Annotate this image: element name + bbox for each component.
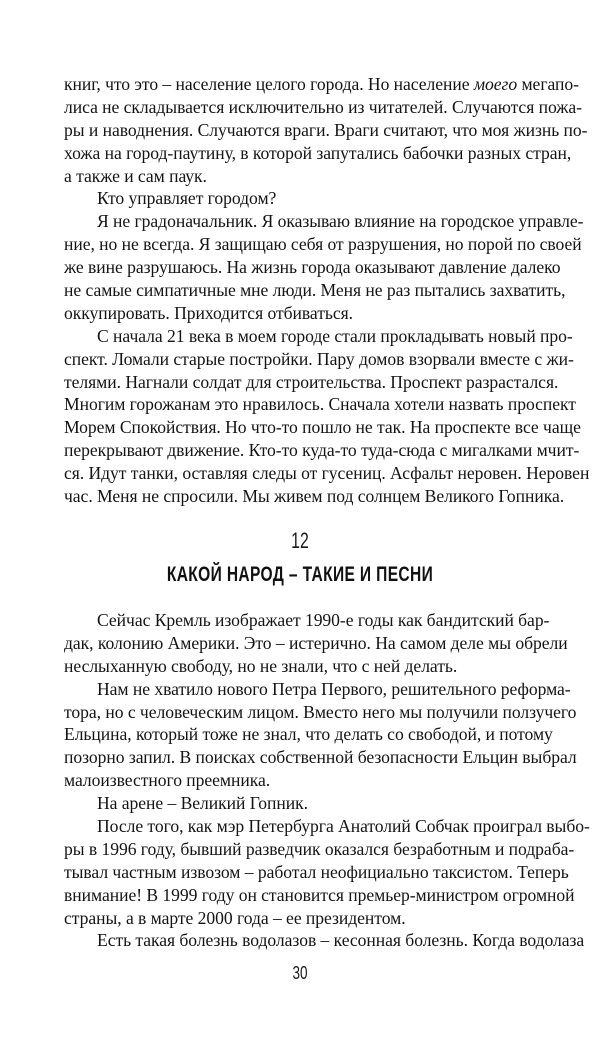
text-line: тора, но с человеческим лицом. Вместо него мы получили ползучего [64,701,577,722]
text-line: спект. Ломали старые постройки. Пару домов взорвали вместе с жи- [64,348,574,369]
text-line: же вине разрушаюсь. На жизнь города оказывают давление далеко [64,257,561,278]
text-line: ся. Идут танки, оставляя следы от гусениц. Асфальт неровен. Неровен [64,463,590,484]
chapter-number: 12 [291,528,309,553]
paragraph-first-line: Нам не хватило нового Петра Первого, решительного реформа- [97,678,571,699]
text-line: не самые симпатичные мне люди. Меня не раз пытались захватить, [64,280,566,301]
text-line: Морем Спокойствия. Но что-то пошло не так. На проспекте все чаще [64,417,581,438]
text-line: тывал частным извозом – работал неофициально таксистом. Теперь [64,861,569,882]
paragraph-first-line: Сейчас Кремль изображает 1990-е годы как бандитский бар- [97,610,550,630]
text-line: ние, но не всегда. Я защищаю себя от разрушения, но порой по своей [64,234,582,255]
text-line: неслыханную свободу, но не знали, что с ней делать. [64,655,458,676]
text-line: Ельцина, который тоже не знал, что делать со свободой, и потому [64,724,553,745]
page-number: 30 [292,963,308,983]
text-line: позорно запил. В поисках собственной безопасности Ельцин выбрал [64,747,577,768]
paragraph-first-line: С начала 21 века в моем городе стали прокладывать новый про- [97,325,573,346]
chapter-title: КАКОЙ НАРОД – ТАКИЕ И ПЕСНИ [166,563,434,586]
paragraph-first-line: Кто управляет городом? [97,188,277,209]
text-line: а также и сам паук. [64,165,207,186]
italic-emphasis: моего [473,74,518,94]
paragraph-first-line: Есть такая болезнь водолазов – кесонная болезнь. Когда водолаза [97,930,585,951]
text-line: перекрывают движение. Кто-то куда-то туда-сюда с мигалками мчит- [64,440,580,461]
text-line: час. Меня не спросили. Мы живем под солнцем Великого Гопника. [64,486,565,507]
text-line: внимание! В 1999 году он становится премьер-министром огромной [64,884,575,905]
text-line: хожа на город-паутину, в которой запутались бабочки разных стран, [64,142,572,163]
text-line: телями. Нагнали солдат для строительства. Проспект разрастался. [64,371,559,392]
text-line: ры и наводнения. Случаются враги. Враги считают, что моя жизнь по- [64,119,588,140]
text-line: Многим горожанам это нравилось. Сначала хотели назвать проспект [64,394,576,415]
text-line: оккупировать. Приходится отбиваться. [64,302,353,323]
text-line [64,73,579,96]
text-block-chapter-body [64,609,590,952]
text-segment: мегапо- [517,74,579,94]
text-block-before-chapter [64,73,590,508]
paragraph-first-line: После того, как мэр Петербурга Анатолий Собчак проиграл выбо- [97,816,590,837]
text-segment: книг, что это – население целого города. Но население [64,74,474,94]
paragraph-first-line: Я не градоначальник. Я оказываю влияние на городское управле- [97,211,584,232]
text-line: лиса не складывается исключительно из читателей. Случаются пожа- [64,96,582,117]
text-line: малоизвестного преемника. [64,770,271,791]
paragraph-first-line: На арене – Великий Гопник. [97,793,308,814]
text-line: ры в 1996 году, бывший разведчик оказался безработным и подраба- [64,838,575,859]
text-line: страны, а в марте 2000 года – ее президентом. [64,907,406,928]
text-line: дак, колонию Америки. Это – истерично. На самом деле мы обрели [64,632,568,653]
